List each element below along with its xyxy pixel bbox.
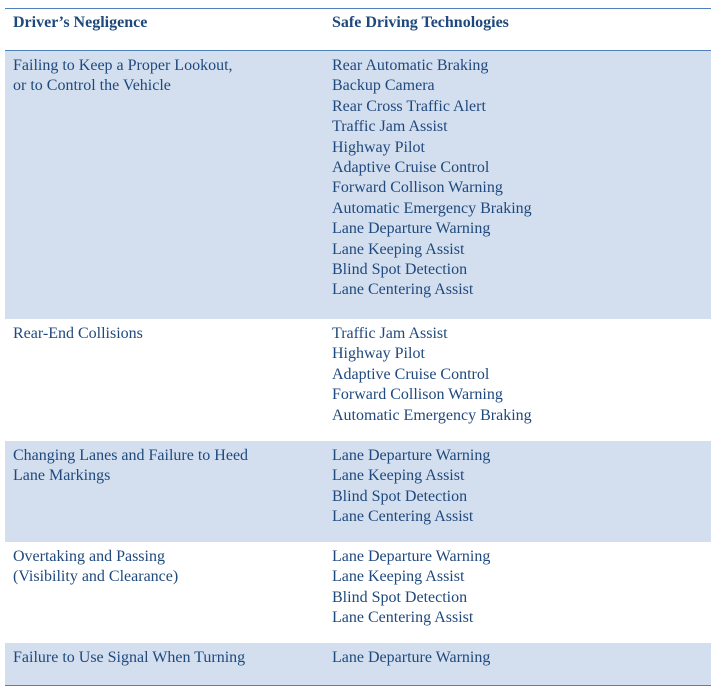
technology-item: Forward Collison Warning — [332, 179, 503, 197]
header-negligence: Driver’s Negligence — [13, 14, 148, 31]
technology-item: Rear Cross Traffic Alert — [332, 97, 486, 115]
negligence-cell — [13, 446, 323, 487]
technology-item: Rear Automatic Braking — [332, 57, 489, 74]
technology-item: Adaptive Cruise Control — [332, 365, 490, 383]
table-row — [5, 441, 711, 542]
negligence-cell — [13, 648, 323, 668]
technology-item: Highway Pilot — [332, 138, 425, 156]
technology-item: Blind Spot Detection — [332, 588, 468, 606]
technology-item: Highway Pilot — [332, 345, 425, 363]
technology-item: Lane Centering Assist — [332, 609, 474, 627]
negligence-line: Rear-End Collisions — [13, 325, 143, 342]
table-bottom-rule — [5, 685, 711, 686]
technologies-cell — [332, 56, 702, 301]
negligence-technology-table — [5, 8, 711, 686]
technologies-cell — [332, 446, 702, 528]
negligence-cell — [13, 324, 323, 344]
technology-item: Traffic Jam Assist — [332, 118, 448, 136]
technology-item: Lane Departure Warning — [332, 447, 491, 464]
technology-item: Lane Departure Warning — [332, 548, 491, 565]
negligence-cell — [13, 547, 323, 588]
technology-item: Adaptive Cruise Control — [332, 159, 490, 177]
technologies-cell — [332, 648, 702, 668]
technology-item: Automatic Emergency Braking — [332, 199, 532, 217]
table-row — [5, 542, 711, 643]
negligence-line: Failing to Keep a Proper Lookout, — [13, 57, 233, 74]
negligence-line: Overtaking and Passing — [13, 548, 165, 565]
table-row — [5, 319, 711, 441]
technologies-cell — [332, 324, 702, 426]
negligence-line: or to Control the Vehicle — [13, 77, 171, 95]
negligence-cell — [13, 56, 323, 97]
technology-item: Lane Centering Assist — [332, 281, 474, 299]
table-row — [5, 643, 711, 685]
technology-item: Lane Departure Warning — [332, 649, 491, 666]
technology-item: Lane Keeping Assist — [332, 467, 465, 485]
technology-item: Automatic Emergency Braking — [332, 406, 532, 424]
table-row — [5, 51, 711, 319]
technology-item: Lane Keeping Assist — [332, 568, 465, 586]
technology-item: Blind Spot Detection — [332, 487, 468, 505]
technologies-cell — [332, 547, 702, 629]
technology-item: Blind Spot Detection — [332, 261, 468, 279]
technology-item: Lane Centering Assist — [332, 508, 474, 526]
technology-item: Lane Keeping Assist — [332, 240, 465, 258]
negligence-line: Failure to Use Signal When Turning — [13, 649, 246, 666]
negligence-line: Changing Lanes and Failure to Heed — [13, 447, 249, 464]
header-technologies: Safe Driving Technologies — [332, 14, 509, 31]
table-header — [5, 9, 711, 51]
technology-item: Forward Collison Warning — [332, 386, 503, 404]
technology-item: Traffic Jam Assist — [332, 325, 448, 342]
negligence-line: (Visibility and Clearance) — [13, 568, 179, 586]
negligence-line: Lane Markings — [13, 467, 111, 485]
technology-item: Lane Departure Warning — [332, 220, 491, 238]
technology-item: Backup Camera — [332, 77, 435, 95]
